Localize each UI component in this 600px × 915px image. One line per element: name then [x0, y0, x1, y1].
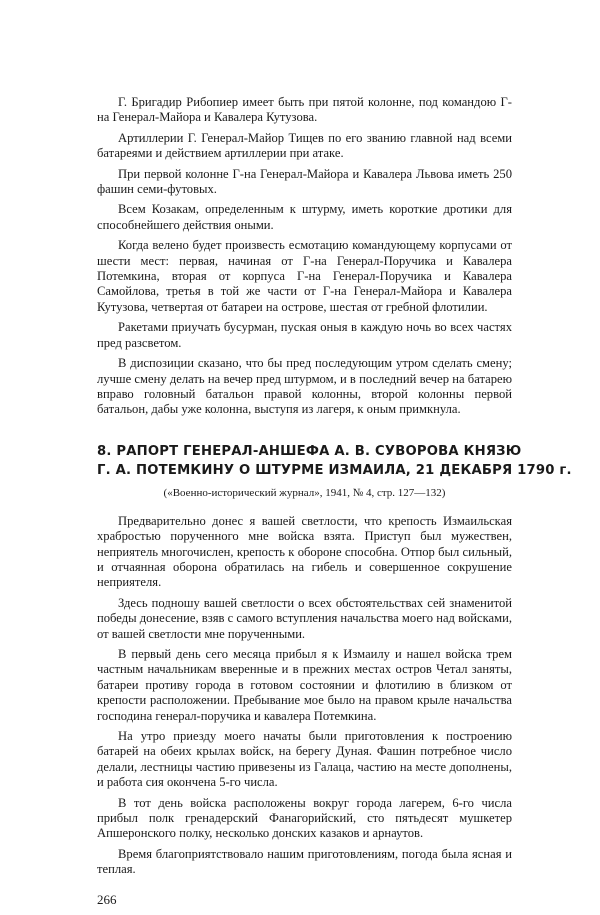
body-paragraph: В диспозиции сказано, что бы пред последующим утром сделать смену; лучше смену делать на вечер пред штурмом, и в последний вечер на батарею вправо головный батальон правой колонны, второй колонны первой батальон, дабы уже колонна, выступя из лагеря, к оным примкнула.	[97, 356, 512, 417]
body-paragraph: Когда велено будет произвесть есмотацию командующему корпусами от шести мест: первая, начиная от Г-на Генерал-Поручика и Кавалера Потемкина, вторая от корпуса Г-на Генерал-Поручика и Кавалера Самойлова, третья в той же части от Г-на Генерал-Майора и Кавалера Кутузова, четвертая от батареи на острове, шестая от гребной флотилии.	[97, 238, 512, 314]
body-paragraph: На утро приезду моего начаты были приготовления к построению батарей на обеих крылах войск, на берегу Дуная. Фашин потребное число делали, лестницы частию привезены из Галаца, частию на месте дополнены, и работа сия окончена 5-го числа.	[97, 729, 512, 790]
body-paragraph: Здесь подношу вашей светлости о всех обстоятельствах сей знаменитой победы донесение, взяв с самого вступления начальства моего над войсками, от вашей светлости мне порученными.	[97, 595, 512, 641]
report-section	[97, 442, 572, 878]
body-paragraph: Г. Бригадир Рибопиер имеет быть при пятой колонне, под командою Г-на Генерал-Майора и Кавалера Кутузова.	[97, 95, 512, 125]
body-paragraph: Всем Козакам, определенным к штурму, иметь короткие дротики для способнейшего действия оными.	[97, 202, 512, 232]
body-paragraph: Предварительно донес я вашей светлости, что крепость Измаильская храбростью порученного мне войска взята. Приступ был мужествен, неприятель многочислен, крепость к обороне способна. Отпор был сильный, и отчаянная оборона обратилась на гибель и совершенное сокрушение неприятеля.	[97, 513, 512, 590]
source-citation: («Военно-исторический журнал», 1941, № 4, стр. 127—132)	[163, 486, 446, 499]
heading-line-2: Г. А. ПОТЕМКИНУ О ШТУРМЕ ИЗМАИЛА, 21 ДЕКАБРЯ 1790 г.	[97, 462, 572, 478]
disposition-section	[97, 95, 512, 418]
body-paragraph: В первый день сего месяца прибыл я к Измаилу и нашел войска трем частным начальникам вверенные и в прежних местах остров Четал заняты, батареи противу города в готовом состоянии и флотилию в близком от крепости расположении. Пребывание мое было на правом крыле начальства господина генерал-поручика и кавалера Потемкина.	[97, 646, 512, 723]
body-paragraph: При первой колонне Г-на Генерал-Майора и Кавалера Львова иметь 250 фашин семи-футовых.	[97, 166, 512, 197]
body-paragraph: В тот день войска расположены вокруг города лагерем, 6-го числа прибыл полк гренадерский Фанагорийский, сто пятьдесят мушкетер Апшеронского полку, несколько донских казаков и арнаутов.	[97, 795, 512, 841]
heading-line-1: 8. РАПОРТ ГЕНЕРАЛ-АНШЕФА А. В. СУВОРОВА КНЯЗЮ	[97, 443, 522, 459]
page-number: 266	[97, 891, 117, 907]
section-heading	[97, 442, 572, 480]
body-paragraph: Ракетами приучать бусурман, пуская оныя в каждую ночь во всех частях пред разсветом.	[97, 320, 512, 350]
body-paragraph: Артиллерии Г. Генерал-Майор Тищев по его званию главной над всеми батареями и действием артиллерии при атаке.	[97, 130, 512, 161]
body-paragraph: Время благоприятствовало нашим приготовлениям, погода была ясная и теплая.	[97, 846, 512, 877]
